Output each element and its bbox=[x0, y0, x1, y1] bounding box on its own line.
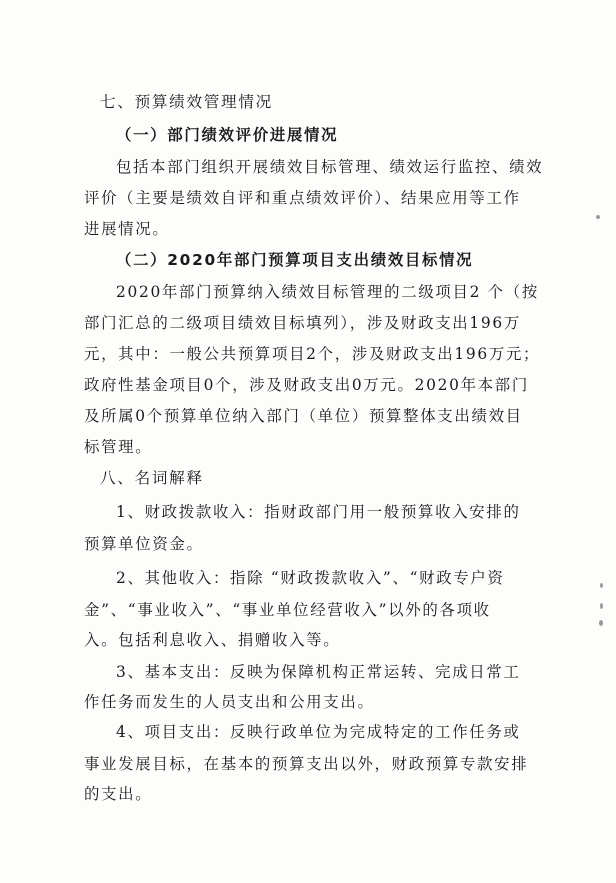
definition-line: 4、项目支出：反映行政单位为完成特定的工作任务或 bbox=[116, 723, 521, 741]
definition-line: 事业发展目标，在基本的预算支出以外，财政预算专款安排 bbox=[84, 755, 529, 773]
definition-line: 金”、“事业收入”、“事业单位经营收入”以外的各项收 bbox=[84, 601, 491, 619]
definition-line: 入。包括利息收入、捐赠收入等。 bbox=[84, 631, 341, 649]
subsection-1-text-line: 包括本部门组织开展绩效目标管理、绩效运行监控、绩效 bbox=[116, 158, 544, 176]
definition-line: 作任务而发生的人员支出和公用支出。 bbox=[84, 693, 375, 711]
subsection-2-text-line: 标管理。 bbox=[84, 438, 153, 456]
section-7-title: 七、预算绩效管理情况 bbox=[100, 93, 273, 111]
scan-speck bbox=[599, 620, 603, 626]
subsection-1-text-line: 评价（主要是绩效自评和重点绩效评价）、结果应用等工作 bbox=[84, 189, 521, 207]
definition-line: 的支出。 bbox=[84, 785, 153, 803]
definition-line: 预算单位资金。 bbox=[84, 535, 204, 553]
subsection-1-text-line: 进展情况。 bbox=[84, 220, 170, 238]
subsection-2-heading: （二）2020年部门预算项目支出绩效目标情况 bbox=[116, 251, 474, 269]
scan-speck bbox=[600, 603, 603, 609]
scan-speck bbox=[600, 583, 603, 588]
subsection-2-text-line: 部门汇总的二级项目绩效目标填列），涉及财政支出196万 bbox=[84, 314, 521, 332]
subsection-2-text-line: 2020年部门预算纳入绩效目标管理的二级项目2 个（按 bbox=[116, 283, 539, 301]
definition-line: 2、其他收入：指除 “财政拨款收入”、“财政专户资 bbox=[116, 569, 505, 587]
subsection-1-heading: （一）部门绩效评价进展情况 bbox=[116, 126, 339, 144]
definition-line: 3、基本支出：反映为保障机构正常运转、完成日常工 bbox=[116, 663, 521, 681]
definition-line: 1、财政拨款收入：指财政部门用一般预算收入安排的 bbox=[116, 503, 521, 521]
subsection-2-text-line: 政府性基金项目0个，涉及财政支出0万元。2020年本部门 bbox=[84, 376, 529, 394]
subsection-2-text-line: 及所属0个预算单位纳入部门（单位）预算整体支出绩效目 bbox=[84, 407, 523, 425]
scan-speck bbox=[596, 215, 600, 219]
subsection-2-text-line: 元，其中：一般公共预算项目2个，涉及财政支出196万元； bbox=[84, 345, 541, 363]
section-8-title: 八、名词解释 bbox=[100, 469, 204, 487]
